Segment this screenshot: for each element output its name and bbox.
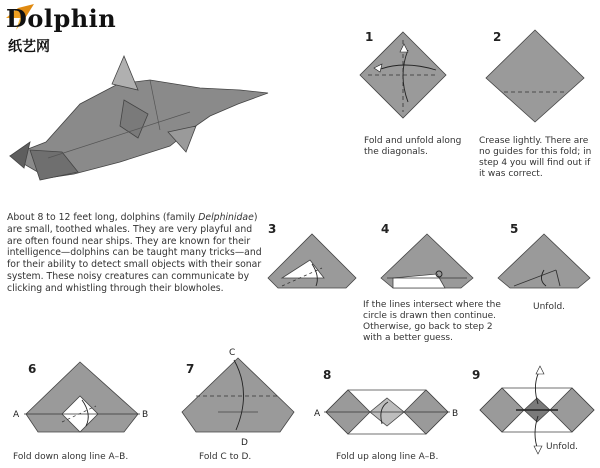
step-1-diagram (358, 30, 448, 120)
step-3-diagram (262, 220, 362, 296)
step-1-caption: Fold and unfold along the diagonals. (364, 136, 462, 157)
step-7-diagram (178, 352, 298, 442)
step-8-caption: Fold up along line A–B. (336, 452, 439, 462)
step-8-diagram (322, 384, 452, 440)
site-label: 纸艺网 (8, 39, 50, 55)
step-9-caption: Unfold. (546, 442, 579, 452)
step-4-diagram (377, 220, 477, 296)
step-5-number: 5 (510, 222, 519, 236)
step-6-caption: Fold down along line A–B. (13, 452, 129, 462)
step-8-point-a: A (314, 409, 321, 419)
dolphin-model-illustration (0, 30, 300, 210)
intro-text-2: ) are small, toothed whales. They are very playful and are often found near ships. They are known for their intelligence—dolphins can be taught many tricks—and for their ability to detect small objects with their sonar system. These noisy creatures can communicate by clicking and whistling through their blowholes. (7, 212, 262, 294)
step-5-caption: Unfold. (533, 302, 566, 312)
intro-text-1: About 8 to 12 feet long, dolphins (family (7, 212, 199, 223)
step-3-number: 3 (268, 222, 277, 236)
step-7-number: 7 (186, 362, 195, 376)
step-4-number: 4 (381, 222, 390, 236)
step-5-diagram (494, 220, 594, 296)
step-6-number: 6 (28, 362, 37, 376)
step-2-caption: Crease lightly. There are no guides for this fold; in step 4 you will find out if it was correct. (479, 136, 592, 179)
step-6-diagram (22, 356, 142, 440)
step-7-point-c: C (229, 348, 236, 358)
step-4-caption: If the lines intersect where the circle is drawn then continue. Otherwise, go back to step 2 with a better guess. (363, 300, 501, 343)
step-9-number: 9 (472, 368, 481, 382)
step-7-point-d: D (241, 438, 248, 448)
step-8-number: 8 (323, 368, 332, 382)
page-title: Dolphin (6, 4, 117, 33)
step-2-number: 2 (493, 30, 502, 44)
intro-paragraph (7, 212, 269, 295)
step-7-caption: Fold C to D. (199, 452, 252, 462)
intro-family-name: Delphinidae (198, 212, 254, 223)
step-6-point-b: B (142, 410, 149, 420)
step-8-point-b: B (452, 409, 459, 419)
step-2-diagram (480, 28, 590, 124)
step-6-point-a: A (13, 410, 20, 420)
step-1-number: 1 (365, 30, 374, 44)
